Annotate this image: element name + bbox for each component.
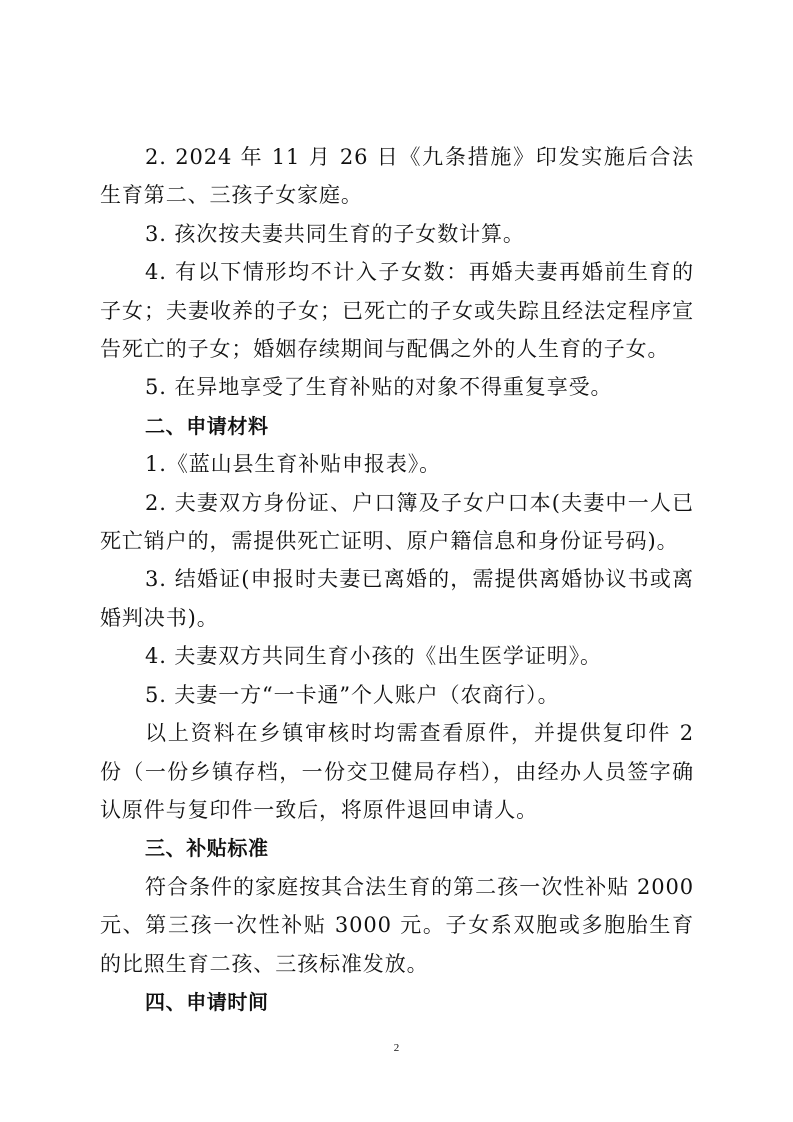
paragraph: 2. 2024 年 11 月 26 日《九条措施》印发实施后合法生育第二、三孩子女家庭。	[100, 145, 694, 208]
paragraph: 4. 有以下情形均不计入子女数：再婚夫妻再婚前生育的子女；夫妻收养的子女；已死亡的子女或失踪且经法定程序宣告死亡的子女；婚姻存续期间与配偶之外的人生育的子女。	[100, 260, 694, 362]
section-heading: 三、补贴标准	[145, 836, 269, 861]
paragraph: 5. 在异地享受了生育补贴的对象不得重复享受。	[145, 375, 613, 400]
document-body	[100, 138, 694, 1021]
paragraph: 以上资料在乡镇审核时均需查看原件，并提供复印件 2 份（一份乡镇存档，一份交卫健局存档），由经办人员签字确认原件与复印件一致后，将原件退回申请人。	[100, 721, 694, 822]
paragraph: 1.《蓝山县生育补贴申报表》。	[145, 452, 442, 477]
section-heading: 二、申请材料	[145, 413, 269, 438]
page-number: 2	[393, 1042, 400, 1054]
paragraph: 2. 夫妻双方身份证、户口簿及子女户口本(夫妻中一人已死亡销户的，需提供死亡证明、原户籍信息和身份证号码)。	[100, 490, 694, 554]
paragraph: 符合条件的家庭按其合法生育的第二孩一次性补贴 2000 元、第三孩一次性补贴 3000 元。子女系双胞或多胞胎生育的比照生育二孩、三孩标准发放。	[100, 874, 694, 976]
paragraph: 3. 孩次按夫妻共同生育的子女数计算。	[145, 221, 525, 246]
paragraph: 3. 结婚证(申报时夫妻已离婚的，需提供离婚协议书或离婚判决书)。	[100, 567, 694, 630]
paragraph: 5. 夫妻一方“一卡通”个人账户（农商行）。	[145, 682, 560, 707]
paragraph: 4. 夫妻双方共同生育小孩的《出生医学证明》。	[145, 644, 602, 669]
section-heading: 四、申请时间	[145, 989, 269, 1014]
